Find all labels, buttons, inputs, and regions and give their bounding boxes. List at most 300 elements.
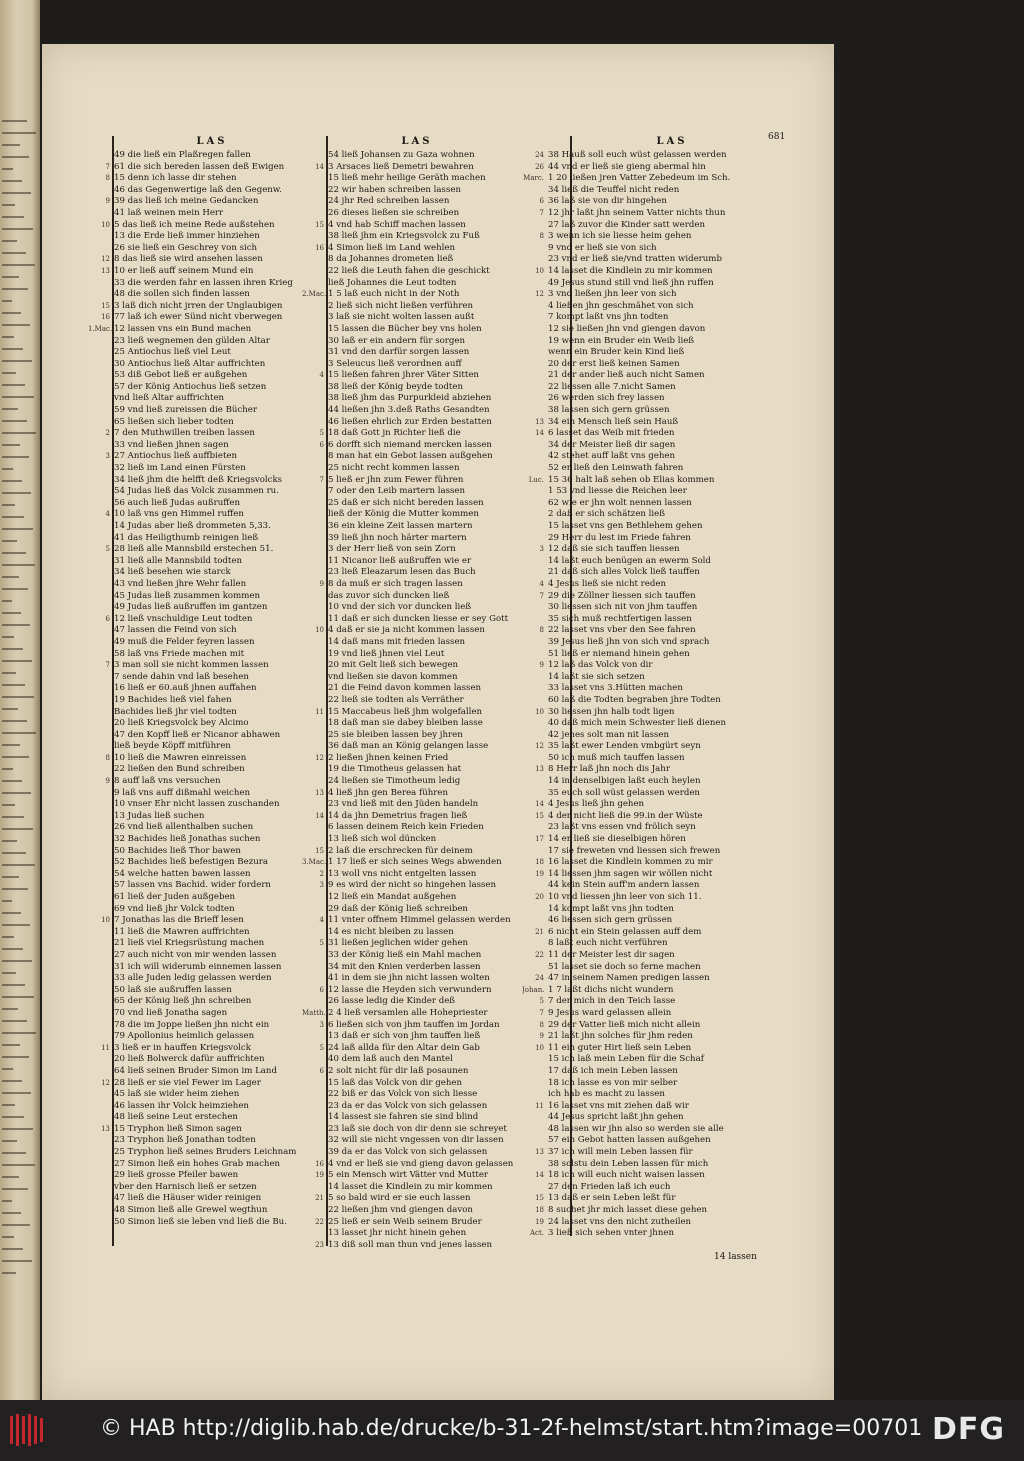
entry-text: 40 dem laß auch den Mantel: [328, 1054, 453, 1065]
margin-reference: 8: [539, 626, 544, 635]
entry-text: 36 daß man an König gelangen lasse: [328, 741, 489, 752]
entry-text: 30 Antiochus ließ Altar auffrichten: [114, 358, 266, 369]
entry-text: 27 Simon ließ ein hohes Grab machen: [114, 1158, 281, 1169]
entry-text: 14 laßt euch benügen an ewerm Sold: [548, 555, 711, 566]
margin-reference: 13: [315, 788, 324, 797]
concordance-line: [522, 336, 822, 348]
entry-text: 14 lasset die Kindlein zu mir kommen: [548, 265, 713, 276]
concordance-line: [88, 405, 336, 417]
entry-text: 2 ließen jhnen keinen Fried: [328, 752, 449, 763]
previous-page-text-line: [2, 876, 19, 878]
concordance-line: [522, 892, 822, 904]
concordance-line: [302, 683, 532, 695]
concordance-line: [302, 173, 532, 185]
concordance-line: [302, 672, 532, 684]
concordance-line: [88, 1066, 336, 1078]
concordance-line: [302, 405, 532, 417]
concordance-line: [302, 347, 532, 359]
entry-text: 7 sende dahin vnd laß besehen: [114, 671, 249, 682]
concordance-line: [522, 556, 822, 568]
concordance-line: [522, 915, 822, 927]
margin-reference: 14: [535, 429, 544, 438]
entry-text: 5 das ließ ich meine Rede außstehen: [114, 219, 275, 230]
entry-text: 51 lasset sie doch so ferne machen: [548, 961, 701, 972]
entry-text: 61 ließ der Juden außgeben: [114, 892, 236, 902]
entry-text: 14 kompt laßt vns jhn todten: [548, 903, 674, 914]
concordance-line: [522, 463, 822, 475]
concordance-line: [302, 1170, 532, 1182]
concordance-line: [302, 649, 532, 661]
concordance-line: [302, 1182, 532, 1194]
concordance-line: [522, 475, 822, 487]
concordance-line: [88, 1008, 336, 1020]
concordance-line: [522, 393, 822, 405]
entry-text: 20 der erst ließ keinen Samen: [548, 358, 680, 369]
entry-text: 10 er ließ auff seinem Mund ein: [114, 265, 254, 276]
previous-page-text-line: [2, 888, 28, 890]
concordance-line: [88, 463, 336, 475]
margin-reference: 4: [319, 916, 324, 925]
margin-reference: 1.Mac.: [88, 324, 113, 333]
entry-text: 2 solt nicht für dir laß posaunen: [328, 1065, 469, 1076]
previous-page-text-line: [2, 408, 18, 410]
previous-page-text-line: [2, 996, 34, 998]
entry-text: 7 Jonathas las die Brieff lesen: [114, 915, 244, 926]
entry-text: 49 muß die Felder feyren lassen: [114, 636, 255, 647]
margin-reference: 5: [319, 429, 324, 438]
entry-text: 6 dorfft sich niemand mercken lassen: [328, 439, 492, 450]
concordance-line: [302, 869, 532, 881]
concordance-line: [88, 486, 336, 498]
concordance-line: [88, 1031, 336, 1043]
entry-text: 46 ließen ehrlich zur Erden bestatten: [328, 416, 492, 427]
concordance-line: [302, 359, 532, 371]
entry-text: 41 laß weinen mein Herr: [114, 207, 224, 218]
concordance-line: [88, 788, 336, 800]
concordance-line: [302, 1205, 532, 1217]
concordance-line: [302, 498, 532, 510]
entry-text: 64 ließ seinen Bruder Simon im Land: [114, 1065, 277, 1076]
concordance-line: [302, 788, 532, 800]
previous-page-text-line: [2, 792, 31, 794]
entry-text: 46 das Gegenwertige laß den Gegenw.: [114, 184, 282, 195]
previous-page-text-line: [2, 744, 20, 746]
margin-reference: 14: [315, 162, 324, 171]
entry-text: 18 daß man sie dabey bleiben lasse: [328, 718, 483, 729]
entry-text: 12 jhr laßt jhn seinem Vatter nichts thun: [548, 207, 726, 218]
entry-text: 22 ließ die Leuth fahen die geschickt: [328, 265, 490, 276]
concordance-line: [302, 509, 532, 521]
entry-text: 15 36 halt laß sehen ob Elias kommen: [548, 474, 715, 485]
previous-page-text-line: [2, 396, 34, 398]
previous-page-text-line: [2, 1092, 31, 1094]
previous-page-text-line: [2, 348, 23, 350]
entry-text: 20 ließ Bolwerck dafür auffrichten: [114, 1054, 265, 1065]
concordance-line: [522, 173, 822, 185]
concordance-line: [302, 1135, 532, 1147]
concordance-line: [88, 509, 336, 521]
entry-text: 31 ließ alle Mannsbild todten: [114, 555, 242, 566]
margin-reference: 11: [101, 1043, 110, 1052]
previous-page-text-line: [2, 276, 19, 278]
entry-text: 48 die sollen sich finden lassen: [114, 289, 250, 300]
previous-page-text-line: [2, 1200, 12, 1202]
concordance-line: [522, 162, 822, 174]
concordance-line: [88, 1089, 336, 1101]
concordance-line: [88, 602, 336, 614]
concordance-line: [88, 150, 336, 162]
concordance-line: [522, 962, 822, 974]
margin-reference: 2.Mac.: [302, 290, 327, 299]
entry-text: vber den Harnisch ließ er setzen: [114, 1181, 257, 1192]
entry-text: 26 vnd ließ allenthalben suchen: [114, 822, 254, 833]
concordance-line: [302, 533, 532, 545]
margin-reference: 5: [319, 1043, 324, 1052]
entry-text: 3 laß dich nicht jrren der Unglaubigen: [114, 300, 283, 311]
margin-reference: 7: [319, 475, 324, 484]
concordance-line: [302, 417, 532, 429]
entry-text: 52 Bachides ließ befestigen Bezura: [114, 857, 268, 868]
concordance-line: [88, 347, 336, 359]
concordance-line: [88, 173, 336, 185]
concordance-line: [302, 475, 532, 487]
entry-text: ließ Johannes die Leut todten: [328, 277, 457, 288]
margin-reference: 11: [535, 1101, 544, 1110]
concordance-line: [88, 579, 336, 591]
concordance-line: [88, 822, 336, 834]
entry-text: 16 lasset vns mit ziehen daß wir: [548, 1100, 689, 1111]
concordance-line: [302, 904, 532, 916]
concordance-line: [522, 1228, 822, 1240]
concordance-line: [302, 1101, 532, 1113]
entry-text: 48 lassen wir jhn also so werden sie alle: [548, 1123, 724, 1134]
entry-text: 15 ließ mehr heilige Geräth machen: [328, 173, 486, 184]
concordance-line: [302, 985, 532, 997]
concordance-line: [88, 904, 336, 916]
concordance-line: [88, 336, 336, 348]
concordance-line: [522, 880, 822, 892]
concordance-line: [302, 591, 532, 603]
entry-text: 45 laß sie wider heim ziehen: [114, 1089, 240, 1100]
margin-reference: 3.Mac.: [302, 858, 327, 867]
entry-text: 13 woll vns nicht entgelten lassen: [328, 868, 477, 879]
previous-page-text-line: [2, 852, 26, 854]
concordance-line: [522, 486, 822, 498]
concordance-line: [302, 1078, 532, 1090]
entry-text: 27 auch nicht von mir wenden lassen: [114, 949, 277, 960]
previous-page-text-line: [2, 252, 26, 254]
concordance-line: [522, 451, 822, 463]
concordance-line: [88, 753, 336, 765]
previous-page-text-line: [2, 456, 29, 458]
concordance-line: [302, 1054, 532, 1066]
margin-reference: 15: [315, 220, 324, 229]
concordance-line: [522, 672, 822, 684]
margin-reference: 24: [535, 974, 544, 983]
entry-text: 34 ließ besehen wie starck: [114, 567, 231, 578]
entry-text: 14 lasset die Kindlein zu mir kommen: [328, 1181, 493, 1192]
entry-text: 27 laß zuvor die Kinder satt werden: [548, 219, 705, 230]
concordance-line: [302, 196, 532, 208]
entry-text: 4 ließen jhn geschmähet von sich: [548, 300, 694, 311]
entry-text: 47 den Kopff ließ er Nicanor abhawen: [114, 729, 281, 740]
previous-page-text-line: [2, 984, 25, 986]
entry-text: 14 laßt sie sich setzen: [548, 671, 645, 682]
entry-text: 38 Hauß soll euch wüst gelassen werden: [548, 150, 727, 160]
entry-text: 6 ließen sich von jhm tauffen im Jordan: [328, 1019, 500, 1030]
entry-text: 41 in dem sie jhn nicht lassen wolten: [328, 973, 490, 984]
entry-text: 3 Arsaces ließ Demetri bewahren: [328, 161, 474, 172]
concordance-line: [88, 962, 336, 974]
concordance-line: [522, 579, 822, 591]
concordance-line: [522, 904, 822, 916]
entry-text: 4 Jesus ließ sie nicht reden: [548, 578, 666, 589]
entry-text: 31 ich will widerumb einnemen lassen: [114, 961, 282, 972]
entry-text: 38 ließ der König beyde todten: [328, 381, 463, 392]
previous-page-text-line: [2, 336, 14, 338]
entry-text: 57 lassen vns Bachid. wider fordern: [114, 880, 271, 891]
entry-text: 35 sich muß rechtfertigen lassen: [548, 613, 692, 624]
entry-text: 33 alle Juden ledig gelassen werden: [114, 973, 272, 984]
entry-text: 16 lasset die Kindlein kommen zu mir: [548, 857, 713, 868]
margin-reference: 9: [319, 579, 324, 588]
previous-page-text-line: [2, 768, 13, 770]
concordance-line: [522, 776, 822, 788]
previous-page-text-line: [2, 972, 16, 974]
concordance-column-2: [302, 136, 532, 1251]
entry-text: 8 Herr laß jhn noch dis Jahr: [548, 764, 670, 775]
concordance-line: [522, 498, 822, 510]
concordance-line: [302, 1147, 532, 1159]
entry-text: 79 Apollonius heimlich gelassen: [114, 1031, 255, 1042]
entry-text: 22 biß er das Volck von sich liesse: [328, 1089, 478, 1100]
margin-reference: 3: [539, 545, 544, 554]
concordance-line: [88, 266, 336, 278]
margin-reference: 12: [535, 290, 544, 299]
concordance-line: [302, 718, 532, 730]
previous-page-text-line: [2, 492, 31, 494]
margin-reference: 12: [101, 255, 110, 264]
concordance-line: [522, 405, 822, 417]
concordance-line: [88, 544, 336, 556]
entry-text: 15 ich laß mein Leben für die Schaf: [548, 1054, 704, 1065]
concordance-column-3: [522, 136, 822, 1240]
entry-text: 62 wie er jhn wolt nennen lassen: [548, 497, 692, 508]
concordance-line: [88, 741, 336, 753]
previous-page-text-line: [2, 1212, 21, 1214]
margin-reference: 9: [105, 777, 110, 786]
previous-page-text-line: [2, 1044, 20, 1046]
concordance-line: [522, 753, 822, 765]
entry-text: 8 das ließ sie wird ansehen lassen: [114, 254, 263, 265]
entry-text: 4 vnd hab Schiff machen lassen: [328, 219, 466, 230]
entry-text: 6 lasset das Weib mit frieden: [548, 428, 675, 439]
concordance-line: [522, 1170, 822, 1182]
entry-text: 15 lasset vns gen Bethlehem gehen: [548, 521, 703, 531]
previous-page-text-line: [2, 732, 36, 734]
concordance-line: [88, 196, 336, 208]
entry-text: 25 ließ er sein Weib seinem Bruder: [328, 1216, 482, 1227]
concordance-line: [522, 254, 822, 266]
concordance-line: [88, 185, 336, 197]
concordance-line: [88, 927, 336, 939]
concordance-line: [88, 440, 336, 452]
margin-reference: 3: [319, 881, 324, 890]
margin-reference: 9: [105, 197, 110, 206]
concordance-line: [522, 718, 822, 730]
concordance-line: [88, 208, 336, 220]
entry-text: 49 die ließ ein Plaßregen fallen: [114, 150, 251, 160]
concordance-line: [522, 266, 822, 278]
entry-text: 4 daß er sie ja nicht kommen lassen: [328, 625, 485, 636]
concordance-line: [88, 162, 336, 174]
concordance-line: [522, 741, 822, 753]
entry-text: 14 daß mans mit frieden lassen: [328, 636, 466, 647]
concordance-line: [88, 880, 336, 892]
entry-text: 11 Nicanor ließ außruffen wie er: [328, 555, 472, 566]
concordance-line: [302, 324, 532, 336]
entry-text: 47 lassen die Feind von sich: [114, 625, 237, 636]
concordance-line: [88, 1147, 336, 1159]
entry-text: 29 ließ grosse Pfeiler bawen: [114, 1170, 239, 1181]
entry-text: 29 Herr du lest im Friede fahren: [548, 532, 691, 543]
previous-page-text-line: [2, 528, 33, 530]
concordance-line: [302, 811, 532, 823]
previous-page-text-line: [2, 960, 32, 962]
concordance-line: [522, 683, 822, 695]
previous-page-text-line: [2, 504, 15, 506]
margin-reference: 10: [535, 707, 544, 716]
previous-page-text-line: [2, 156, 29, 158]
entry-text: 44 kein Stein auff'm andern lassen: [548, 880, 700, 891]
margin-reference: 13: [101, 266, 110, 275]
concordance-line: [88, 985, 336, 997]
previous-page-text-line: [2, 1068, 13, 1070]
margin-reference: 6: [319, 985, 324, 994]
entry-text: 10 vnser Ehr nicht lassen zuschanden: [114, 799, 280, 810]
margin-reference: Matth.: [302, 1008, 326, 1017]
entry-text: 18 ich will euch nicht waisen lassen: [548, 1170, 705, 1181]
concordance-line: [522, 417, 822, 429]
concordance-line: [302, 1020, 532, 1032]
concordance-line: [522, 231, 822, 243]
entry-text: 44 vnd er ließ sie gieng abermal hin: [548, 161, 706, 172]
concordance-line: [88, 231, 336, 243]
entry-text: 20 mit Gelt ließ sich bewegen: [328, 660, 459, 671]
margin-reference: 5: [319, 939, 324, 948]
concordance-line: [88, 220, 336, 232]
concordance-line: [522, 533, 822, 545]
margin-reference: 6: [105, 614, 110, 623]
previous-page-text-line: [2, 564, 35, 566]
entry-text: 27 den Frieden laß ich euch: [548, 1181, 671, 1192]
concordance-line: [522, 324, 822, 336]
entry-text: 29 der Vatter ließ mich nicht allein: [548, 1019, 701, 1030]
concordance-line: [522, 1217, 822, 1229]
concordance-line: [522, 649, 822, 661]
concordance-line: [302, 289, 532, 301]
concordance-line: [302, 857, 532, 869]
entry-text: 53 diß Gebot ließ er außgehen: [114, 370, 248, 381]
previous-page-text-line: [2, 264, 35, 266]
entry-text: 15 Tryphon ließ Simon sagen: [114, 1123, 242, 1134]
entry-text: 25 sie bleiben lassen bey jhren: [328, 729, 463, 740]
margin-reference: 13: [101, 1124, 110, 1133]
entry-text: 38 ließ jhm ein Kriegsvolck zu Fuß: [328, 231, 480, 242]
concordance-line: [522, 625, 822, 637]
previous-page-text-line: [2, 516, 24, 518]
entry-text: 4 Jesus ließ jhn gehen: [548, 799, 645, 810]
previous-page-text-line: [2, 1008, 18, 1010]
margin-reference: 13: [535, 765, 544, 774]
concordance-line: [522, 301, 822, 313]
entry-text: 19 Bachides ließ viel fahen: [114, 694, 232, 705]
entry-text: 14 er ließ sie dieselbigen hören: [548, 834, 686, 845]
concordance-line: [302, 231, 532, 243]
entry-text: 35 euch soll wüst gelassen werden: [548, 787, 700, 798]
previous-page-text-line: [2, 708, 18, 710]
concordance-line: [522, 950, 822, 962]
entry-text: 50 Bachides ließ Thor bawen: [114, 845, 241, 856]
book-page: [42, 44, 834, 1400]
copyright-url[interactable]: © HAB http://diglib.hab.de/drucke/b-31-2f-helmst/start.htm?image=00701: [100, 1416, 923, 1441]
entry-text: 34 ein Mensch ließ sein Hauß: [548, 416, 679, 427]
concordance-line: [88, 938, 336, 950]
entry-text: 33 der König ließ ein Mahl machen: [328, 949, 482, 960]
previous-page-text-line: [2, 588, 28, 590]
entry-text: 12 lasse die Heyden sich verwundern: [328, 984, 492, 995]
margin-reference: 10: [101, 220, 110, 229]
concordance-line: [522, 243, 822, 255]
previous-page-text-line: [2, 1248, 23, 1250]
entry-text: 52 er ließ den Leinwath fahren: [548, 463, 684, 474]
margin-reference: 18: [535, 1206, 544, 1215]
entry-text: 13 diß soll man thun vnd jenes lassen: [328, 1239, 492, 1250]
entry-text: 47 ließ die Häuser wider reinigen: [114, 1193, 262, 1204]
concordance-line: [88, 533, 336, 545]
entry-text: 3 vnd ließen jhn leer von sich: [548, 289, 677, 300]
concordance-line: [522, 1159, 822, 1171]
entry-text: 4 vnd er ließ sie vnd gieng davon gelassen: [328, 1158, 514, 1169]
entry-text: 8 suchet jhr mich lasset diese gehen: [548, 1205, 708, 1216]
concordance-line: [522, 359, 822, 371]
entry-text: 3 laß sie nicht wolten lassen außt: [328, 312, 475, 323]
margin-reference: 21: [315, 1194, 324, 1203]
concordance-line: [522, 278, 822, 290]
entry-text: 26 lasse ledig die Kinder deß: [328, 996, 456, 1007]
entry-text: 10 vnd der sich vor duncken ließ: [328, 602, 472, 613]
entry-text: 1 20 ließen jren Vatter Zebedeum im Sch.: [548, 173, 731, 184]
concordance-line: [302, 996, 532, 1008]
margin-reference: 13: [535, 1148, 544, 1157]
catchword: 14 lassen: [714, 1252, 757, 1262]
entry-text: 1 5 laß euch nicht in der Noth: [328, 289, 460, 300]
column-heading: LAS: [401, 136, 433, 147]
entry-text: 54 ließ Johansen zu Gaza wohnen: [328, 150, 475, 160]
entry-text: 34 mit den Knien verderben lassen: [328, 961, 481, 972]
concordance-line: [88, 243, 336, 255]
previous-page-text-line: [2, 228, 33, 230]
concordance-line: [522, 973, 822, 985]
concordance-line: [88, 915, 336, 927]
entry-text: 3 wenn ich sie liesse heim gehen: [548, 231, 692, 242]
concordance-line: [302, 1043, 532, 1055]
previous-page-text-line: [2, 288, 28, 290]
concordance-line: [522, 567, 822, 579]
previous-page-text-line: [2, 480, 22, 482]
entry-text: 26 sie ließ ein Geschrey von sich: [114, 242, 258, 253]
concordance-line: [302, 602, 532, 614]
